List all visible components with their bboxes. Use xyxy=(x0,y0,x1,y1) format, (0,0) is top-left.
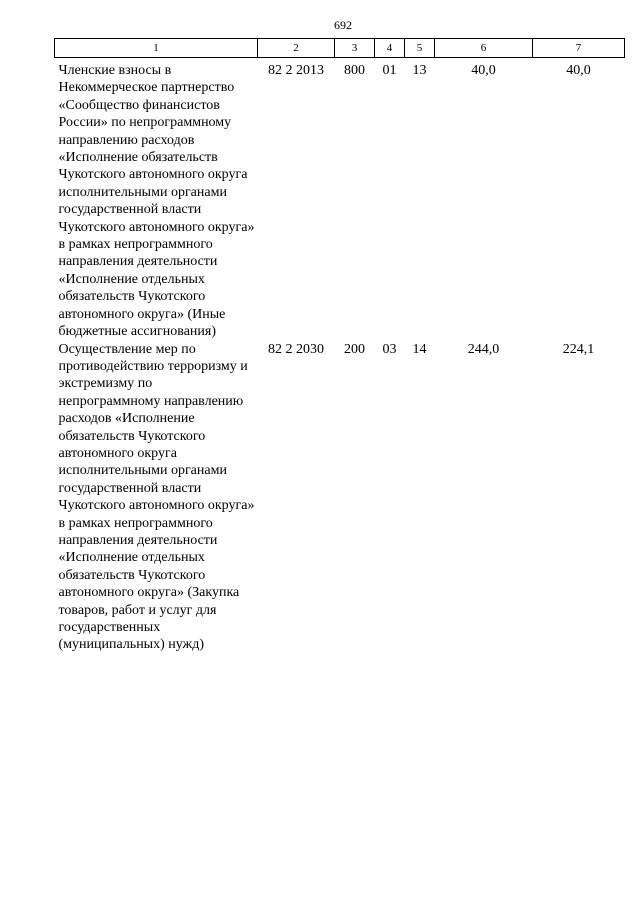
header-col-5: 5 xyxy=(405,39,435,58)
page-number: 692 xyxy=(334,18,352,32)
table-row xyxy=(55,341,625,654)
row-code: 82 2 2030 xyxy=(268,341,324,357)
row-type: 200 xyxy=(344,341,365,357)
header-col-3: 3 xyxy=(335,39,375,58)
row-section: 03 xyxy=(382,341,397,357)
header-col-7: 7 xyxy=(533,39,625,58)
row-value-b: 40,0 xyxy=(566,63,591,78)
row-type: 800 xyxy=(344,63,365,78)
row-value-b: 224,1 xyxy=(562,341,595,357)
row-description: Осуществление мер по противодействию терроризму и экстремизму по непрограммному направлению расходов «Исполнение обязательств Чукотского автономного округа исполнительными органами государственной власти Чукотского автономного округа» в рамках непрограммного направления деятельности «Исполнение отдельных обязательств Чукотского автономного округа» (Закупка товаров, работ и услуг для государственных (муниципальных) нужд) xyxy=(58,341,255,653)
row-value-a: 244,0 xyxy=(467,341,500,357)
row-subsection: 13 xyxy=(412,63,427,78)
header-col-1: 1 xyxy=(55,39,258,58)
header-col-2: 2 xyxy=(258,39,335,58)
row-subsection: 14 xyxy=(412,341,427,357)
header-col-6: 6 xyxy=(435,39,533,58)
row-section: 01 xyxy=(382,63,397,78)
header-row xyxy=(55,39,625,58)
header-col-4: 4 xyxy=(375,39,405,58)
row-code: 82 2 2013 xyxy=(268,63,324,78)
row-description: Членские взносы в Некоммерческое партнерство «Сообщество финансистов России» по непрограммному направлению расходов «Исполнение обязательств Чукотского автономного округа исполнительными органами государственной власти Чукотского автономного округа» в рамках непрограммного направления деятельности «Исполнение отдельных обязательств Чукотского автономного округа» (Иные бюджетные ассигнования) xyxy=(58,63,255,340)
table-row xyxy=(55,58,625,341)
budget-table xyxy=(54,38,625,654)
row-value-a: 40,0 xyxy=(471,63,496,78)
